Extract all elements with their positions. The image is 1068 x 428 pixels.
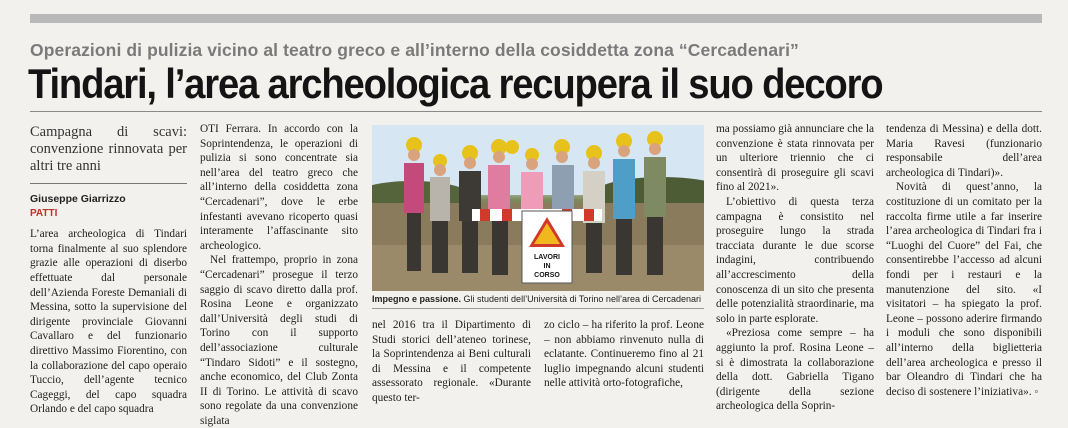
column-5-paragraph-2: L’obiettivo di questa terza campagna è consistito nel proseguire lungo la strada tracciata durante le due scorse indagini, contribuendo all’accrescimento della conoscenza di un sito che presenta delle potenzialità straordinarie, ma solo in parte esplorate. — [716, 195, 874, 325]
column-4 — [544, 318, 704, 391]
subheadline: Campagna di scavi: convenzione rinnovata per altri tre anni — [30, 124, 187, 174]
sign-line-3: CORSO — [534, 272, 560, 279]
sign-line-1: LAVORI — [534, 254, 560, 261]
article-photo — [372, 125, 704, 291]
photo-caption — [372, 294, 704, 304]
top-rule — [30, 14, 1042, 23]
kicker: Operazioni di pulizia vicino al teatro greco e all’interno della cosiddetta zona “Cercadenari” — [30, 40, 799, 60]
column-4-paragraph: zo ciclo – ha riferito la prof. Leone – non abbiamo rinvenuto nulla di eclatante. Continueremo fino al 21 luglio impegnando alcuni studenti nelle attività orto-fotografiche, — [544, 319, 704, 390]
column-6-paragraph-1: tendenza di Messina) e della dott. Maria Ravesi (funzionario responsabile dell’area archeologica di Tindari)». — [886, 123, 1042, 179]
headline: Tindari, l’area archeologica recupera il suo decoro — [28, 60, 883, 107]
headline-rule — [30, 111, 1042, 112]
work-in-progress-sign — [522, 211, 572, 283]
subheadline-rule — [30, 183, 187, 184]
students-photo-illustration — [372, 125, 704, 291]
caption-rule — [372, 308, 704, 309]
column-2-paragraph-2: Nel frattempo, proprio in zona “Cercadenari” prosegue il terzo saggio di scavo diretto dalla prof. Rosina Leone e organizzato dall’Università degli studi di Torino con il supporto dell’associazione culturale “Tindaro Sidoti” e il sostegno, anche economico, del Club Zonta II di Torino. Le attività di scavo sono regolate da una convenzione siglata — [200, 254, 358, 427]
column-3 — [372, 318, 531, 406]
column-5-paragraph-1: ma possiamo già annunciare che la convenzione è stata rinnovata per un ulteriore triennio che ci consentirà di proseguire gli scavi fino al 2021». — [716, 123, 874, 194]
author: Giuseppe Giarrizzo — [30, 193, 126, 205]
column-5-paragraph-3: «Preziosa come sempre – ha aggiunto la prof. Rosina Leone – si è dimostrata la collaborazione della dott. Gabriella Tigano (dirigente della sezione archeologica della Soprin- — [716, 327, 874, 413]
caption-bold: Impegno e passione. — [372, 294, 462, 304]
column-2 — [200, 122, 358, 428]
column-5 — [716, 122, 874, 414]
column-6-paragraph-2: Novità di quest’anno, la costituzione di un comitato per la raccolta firme utile a far inserire l’area archeologica di Tindari fra i “Luoghi del Cuore” del Fai, che consentirebbe l’accesso ad alcuni fondi per i restauri e la manutenzione del sito. «I visitatori – ha spiegato la prof. Leone – possono aderire firmando i moduli che sono disponibili all’interno della biglietteria dell’area archeologica e presso il bar Oleandro di Tindari che ha deciso di sostenere l’iniziativa». ◦ — [886, 181, 1042, 398]
column-3-paragraph: nel 2016 tra il Dipartimento di Studi storici dell’ateneo torinese, la Soprintendenza ai Beni culturali di Messina e il competente assessorato regionale. «Durante questo ter- — [372, 319, 531, 404]
dateline: PATTI — [30, 207, 58, 219]
column-1-paragraph: L’area archeologica di Tindari torna finalmente al suo splendore grazie alle operazioni di diserbo effettuate dal personale dell’Azienda Foreste Demaniali di Messina, sotto la supervisione del dirigente provinciale Giovanni Cavallaro e del funzionario direttivo Massimo Fiorentino, con la collaborazione del capo operaio Tuccio, dell’agente tecnico Cageggi, del capo squadra Orlando e del capo squadra — [30, 228, 187, 416]
sign-line-2: IN — [543, 263, 551, 270]
caption-text: Gli studenti dell’Università di Torino nell’area di Cercadenari — [461, 294, 701, 304]
column-2-paragraph-1: OTI Ferrara. In accordo con la Soprintendenza, le operazioni di pulizia si sono concentrate sia nell’area del teatro greco che all’interno della cosiddetta zona “Cercadenari”, dove le erbe infestanti avevano ricoperto quasi interamente l’affascinante sito archeologico. — [200, 123, 358, 252]
column-1 — [30, 124, 187, 417]
column-6 — [886, 122, 1042, 399]
